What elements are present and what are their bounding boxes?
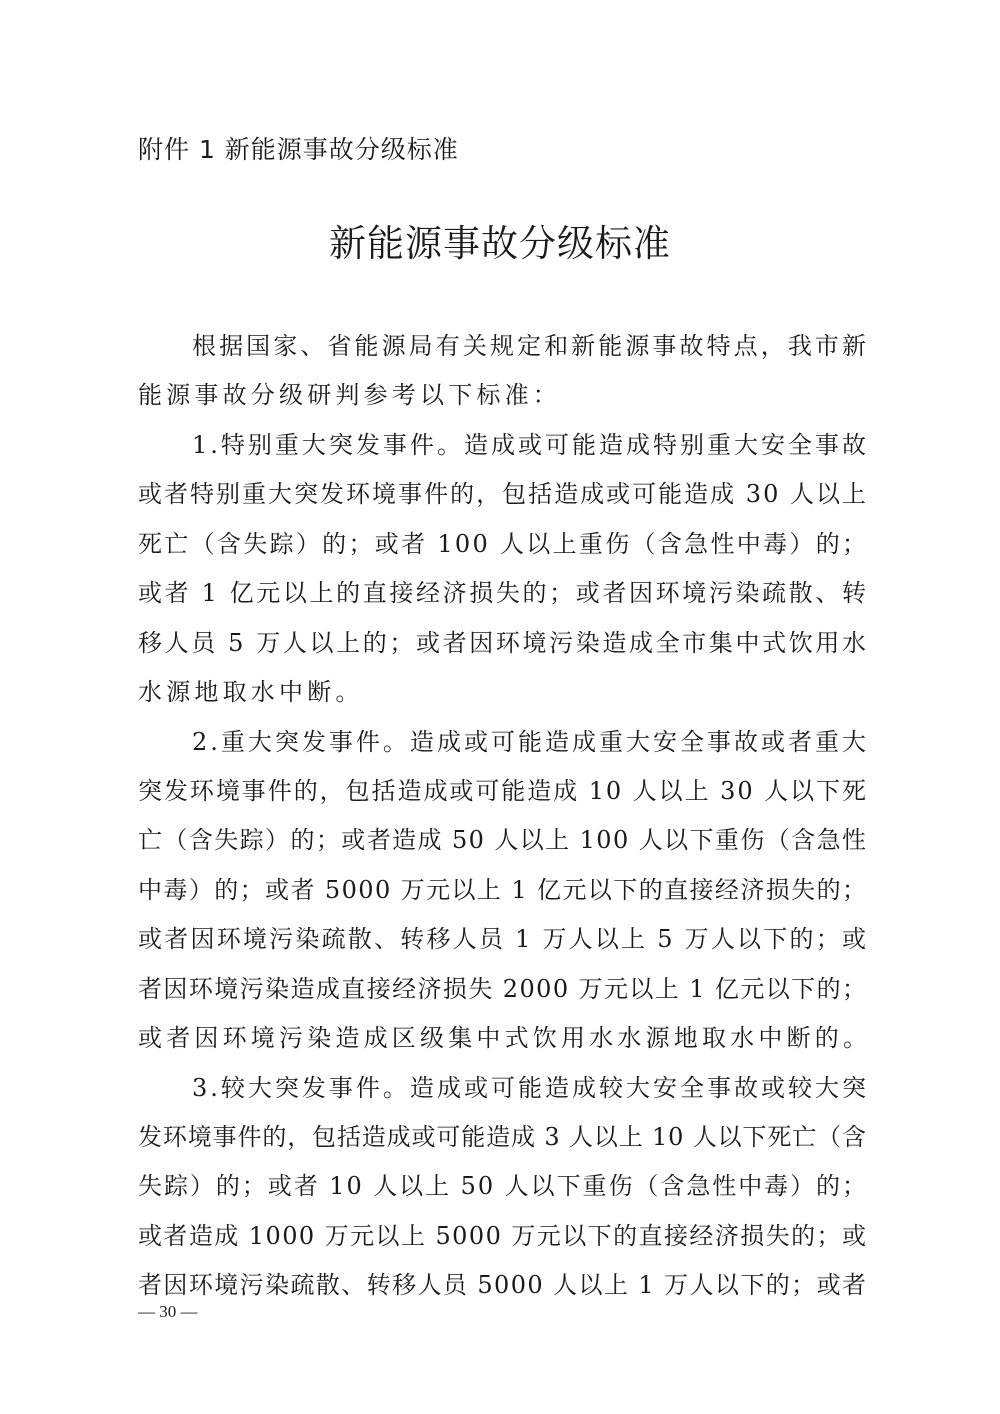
text-line-content: 2.重大突发事件。造成或可能造成重大安全事故或者重大 <box>192 727 870 756</box>
text-line: 水源地取水中断。 <box>138 678 364 707</box>
document-title: 新能源事故分级标准 <box>329 222 671 265</box>
page-number: — 30 — <box>138 1302 198 1321</box>
text-line <box>138 470 869 519</box>
text-line-content: 或者特别重大突发环境事件的，包括造成或可能造成 30 人以上 <box>138 480 869 509</box>
text-line-content: 1.特别重大突发事件。造成或可能造成特别重大安全事故 <box>192 430 870 459</box>
text-line-content: 死亡（含失踪）的；或者 100 人以上重伤（含急性中毒）的； <box>138 529 869 558</box>
text-line <box>138 1261 866 1310</box>
attachment-label: 附件 1 新能源事故分级标准 <box>138 135 459 164</box>
text-line <box>138 965 866 1014</box>
text-line <box>138 421 870 470</box>
text-line-content: 突发环境事件的，包括造成或可能造成 10 人以上 30 人以下死 <box>138 776 868 805</box>
text-line-content: 者因环境污染造成直接经济损失 2000 万元以上 1 亿元以下的； <box>138 974 868 1003</box>
text-line-content: 或者因环境污染疏散、转移人员 1 万人以上 5 万人以下的；或 <box>138 925 869 954</box>
text-line: 能源事故分级研判参考以下标准： <box>138 381 561 410</box>
text-line-content: 根据国家、省能源局有关规定和新能源事故特点，我市新 <box>192 332 870 360</box>
text-line <box>138 619 869 668</box>
text-line-content: 中毒）的；或者 5000 万元以上 1 亿元以下的直接经济损失的； <box>138 875 868 904</box>
text-line <box>138 718 870 767</box>
text-line <box>138 1162 866 1211</box>
text-line-content: 发环境事件的，包括造成或可能造成 3 人以上 10 人以下死亡（含 <box>138 1123 867 1151</box>
text-line-content: 者因环境污染疏散、转移人员 5000 人以上 1 万人以下的；或者 <box>138 1271 868 1300</box>
text-line <box>138 322 870 371</box>
text-line <box>138 915 869 964</box>
text-line: 或者因环境污染造成区级集中式饮用水水源地取水中断的。 <box>138 1024 872 1053</box>
text-line-content: 亡（含失踪）的；或者造成 50 人以上 100 人以下重伤（含急性 <box>138 826 868 855</box>
text-line-content: 或者 1 亿元以上的直接经济损失的；或者因环境污染疏散、转 <box>138 579 869 608</box>
text-line-content: 或者造成 1000 万元以上 5000 万元以下的直接经济损失的；或 <box>138 1221 868 1250</box>
text-line <box>138 866 866 915</box>
body-text <box>138 322 872 1311</box>
text-line <box>138 1064 870 1113</box>
text-line <box>138 1212 866 1261</box>
text-line-content: 3.较大突发事件。造成或可能造成较大安全事故或较大突 <box>192 1073 870 1102</box>
text-line <box>138 816 866 865</box>
text-line <box>138 569 869 618</box>
text-line-content: 失踪）的；或者 10 人以上 50 人以下重伤（含急性中毒）的； <box>138 1172 868 1201</box>
text-line-content: 移人员 5 万人以上的；或者因环境污染造成全市集中式饮用水 <box>138 628 869 657</box>
text-line <box>138 1113 866 1162</box>
text-line <box>138 520 869 569</box>
text-line <box>138 767 866 816</box>
